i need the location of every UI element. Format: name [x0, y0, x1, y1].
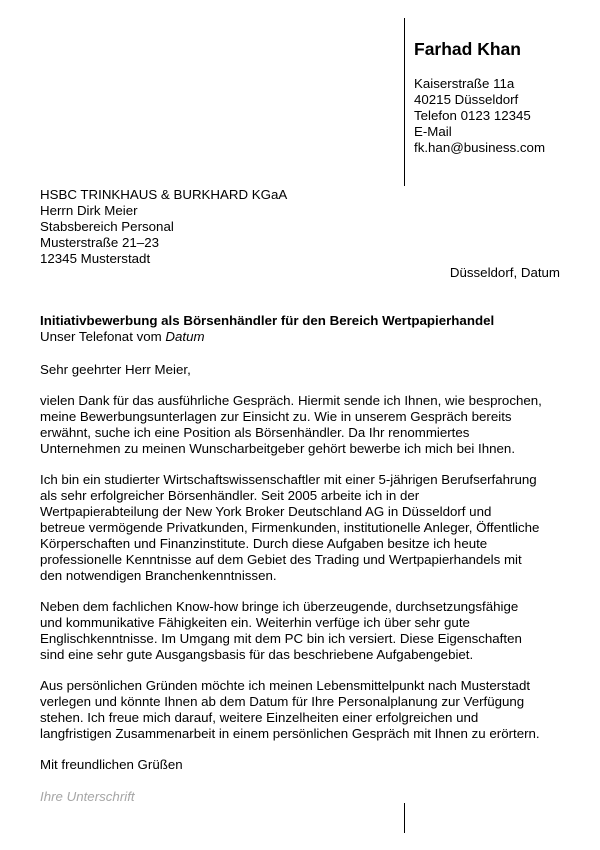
sender-phone: Telefon 0123 12345 [414, 108, 531, 123]
reference-line [40, 329, 494, 345]
paragraph-line: Körperschaften und Finanzinstitute. Durch diese Aufgaben besitze ich heute [40, 536, 488, 551]
body-paragraph [40, 472, 565, 584]
recipient-city: 12345 Musterstadt [40, 251, 151, 266]
paragraph-line: verlegen und könnte Ihnen ab dem Datum für Ihre Personalplanung zur Verfügung [40, 694, 525, 709]
place-date: Düsseldorf, Datum [449, 265, 560, 280]
closing: Mit freundlichen Grüßen [40, 757, 183, 772]
paragraph-line: Wertpapierabteilung der New York Broker Deutschland AG in Düsseldorf und [40, 504, 492, 519]
recipient-street: Musterstraße 21–23 [40, 235, 159, 250]
paragraph-line: professionelle Kenntnisse auf dem Gebiet des Trading und Wertpapierhandels mit [40, 552, 522, 567]
subject-line: Initiativbewerbung als Börsenhändler für den Bereich Wertpapierhandel [40, 313, 495, 328]
sender-block [414, 38, 545, 156]
letter-body [40, 362, 565, 757]
paragraph-line: sind eine sehr gute Ausgangsbasis für das beschriebene Aufgabengebiet. [40, 647, 474, 662]
paragraph-line: Ich bin ein studierter Wirtschaftswissenschaftler mit einer 5-jährigen Berufserfahrung [40, 472, 537, 487]
divider-line-top [404, 18, 405, 186]
body-paragraph [40, 393, 565, 457]
body-paragraph [40, 599, 565, 663]
paragraph-line: Aus persönlichen Gründen möchte ich meinen Lebensmittelpunkt nach Musterstadt [40, 678, 531, 693]
paragraph-line: als sehr erfolgreicher Börsenhändler. Seit 2005 arbeite ich in der [40, 488, 420, 503]
salutation: Sehr geehrter Herr Meier, [40, 362, 191, 377]
paragraph-line: Neben dem fachlichen Know-how bringe ich überzeugende, durchsetzungsfähige [40, 599, 519, 614]
reference-prefix: Unser Telefonat vom [40, 329, 166, 344]
paragraphs [40, 393, 565, 742]
divider-line-bottom [404, 803, 405, 833]
paragraph-line: meine Bewerbungsunterlagen zur Einsicht zu. Wie in unserem Gespräch bereits [40, 409, 512, 424]
paragraph-line: und kommunikative Fähigkeiten ein. Weiterhin verfüge ich über sehr gute [40, 615, 470, 630]
paragraph-line: erwähnt, suche ich eine Position als Börsenhändler. Da Ihr renommiertes [40, 425, 470, 440]
paragraph-line: betreue vermögende Privatkunden, Firmenkunden, institutionelle Anleger, Öffentliche [40, 520, 540, 535]
recipient-department: Stabsbereich Personal [40, 219, 174, 234]
sender-city: 40215 Düsseldorf [414, 92, 519, 107]
recipient-company: HSBC TRINKHAUS & BURKHARD KGaA [40, 187, 288, 202]
recipient-person: Herrn Dirk Meier [40, 203, 138, 218]
sender-email-label: E-Mail [414, 124, 452, 139]
recipient-block [40, 187, 287, 267]
paragraph-line: stehen. Ich freue mich darauf, weitere Einzelheiten einer erfolgreichen und [40, 710, 479, 725]
sender-name: Farhad Khan [414, 39, 521, 59]
paragraph-line: den notwendigen Branchenkenntnissen. [40, 568, 277, 583]
sender-email: fk.han@business.com [414, 140, 546, 155]
paragraph-line: vielen Dank für das ausführliche Gespräch. Hiermit sende ich Ihnen, wie besprochen, [40, 393, 542, 408]
reference-date: Datum [165, 329, 205, 344]
paragraph-line: langfristigen Zusammenarbeit in einem persönlichen Gespräch mit Ihnen zu erörtern. [40, 726, 540, 741]
paragraph-line: Englischkenntnisse. Im Umgang mit dem PC bin ich versiert. Diese Eigenschaften [40, 631, 522, 646]
sender-street: Kaiserstraße 11a [414, 76, 515, 91]
paragraph-line: Unternehmen zu meinen Wunscharbeitgeber gehört bewerbe ich mich bei Ihnen. [40, 441, 516, 456]
body-paragraph [40, 678, 565, 742]
signature-placeholder: Ihre Unterschrift [40, 789, 135, 804]
subject-block [40, 313, 494, 345]
